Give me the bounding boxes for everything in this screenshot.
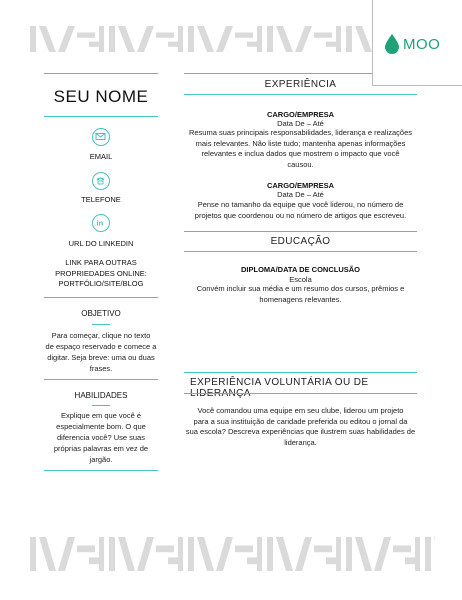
skills-line: próprias palavras em vez de — [53, 444, 149, 453]
pattern-shape — [39, 537, 56, 571]
page-title: SEU NOME — [53, 87, 149, 106]
experience-heading: EXPERIÊNCIA — [264, 79, 337, 90]
divider — [184, 393, 417, 394]
other-links-line: PROPRIEDADES ONLINE: — [55, 268, 147, 278]
education-line: Convém incluir sua média e um resumo dos cursos, prêmios e — [196, 284, 405, 293]
education-description — [184, 284, 417, 305]
skills-heading: HABILIDADES — [74, 391, 128, 400]
other-links-line: LINK PARA OUTRAS — [65, 258, 137, 267]
pattern-shape — [257, 537, 262, 571]
pattern-shape — [355, 537, 372, 571]
pattern-shape — [30, 537, 36, 571]
pattern-shape — [58, 537, 75, 571]
degree-title: DIPLOMA/DATA DE CONCLUSÃO — [240, 265, 361, 274]
job-description-line: projetos que coordenou ou no número de artigos que escreveu. — [194, 210, 407, 220]
divider — [44, 379, 158, 380]
job-dates: Data De – Até — [277, 119, 324, 128]
divider — [44, 297, 158, 298]
pattern-shape — [257, 26, 262, 52]
pattern-shape — [156, 33, 174, 38]
pattern-shape — [156, 546, 174, 553]
envelope-icon — [92, 128, 110, 146]
pattern-shape — [216, 537, 233, 571]
pattern-shape — [235, 33, 253, 38]
objective-line: Para começar, clique no texto — [51, 331, 151, 340]
pattern-shape — [276, 537, 293, 571]
divider — [44, 73, 158, 74]
job-description-line: causou. — [287, 159, 314, 169]
pattern-shape — [109, 537, 115, 571]
pattern-shape — [58, 26, 75, 52]
pattern-shape — [137, 537, 154, 571]
pattern-shape — [77, 33, 95, 38]
school-name: Escola — [289, 275, 312, 284]
pattern-shape — [276, 26, 293, 52]
objective-heading: OBJETIVO — [81, 309, 121, 318]
pattern-shape — [425, 537, 431, 571]
pattern-shape — [336, 26, 341, 52]
svg-text:in: in — [96, 218, 104, 228]
pattern-shape — [77, 546, 95, 553]
bottom-pattern-band — [30, 537, 435, 571]
objective-line: de espaço reservado e comece a — [45, 342, 157, 351]
volunteer-line: para a sua instituição de caridade preferida ou editou o jornal da — [193, 416, 408, 426]
moo-logo — [372, 0, 462, 86]
pattern-shape — [137, 26, 154, 52]
linkedin-icon — [92, 214, 110, 232]
pattern-shape — [415, 537, 420, 571]
pattern-shape — [188, 26, 194, 52]
job-description-line: Pense no tamanho da equipe que você liderou, no número de — [197, 200, 404, 209]
pattern-shape — [178, 537, 183, 571]
logo-text: MOO — [403, 36, 441, 53]
pattern-shape — [118, 537, 135, 571]
pattern-shape — [346, 26, 352, 52]
short-divider — [92, 324, 110, 325]
pattern-shape — [30, 26, 36, 52]
pattern-shape — [295, 537, 312, 571]
drop-icon — [385, 34, 399, 54]
job-description-line: relevantes e inclua dados que mostrem o impacto que você — [201, 149, 400, 158]
pattern-shape — [434, 537, 435, 571]
pattern-shape — [267, 26, 273, 52]
pattern-shape — [99, 537, 104, 571]
divider — [184, 73, 372, 74]
skills-line: jargão. — [89, 455, 113, 464]
pattern-shape — [314, 33, 332, 38]
pattern-shape — [197, 26, 214, 52]
email-label: EMAIL — [89, 152, 113, 161]
pattern-shape — [188, 537, 194, 571]
pattern-shape — [336, 537, 341, 571]
pattern-shape — [393, 546, 411, 553]
pattern-shape — [374, 537, 391, 571]
skills-line: Explique em que você é — [60, 411, 142, 420]
skills-line: diferencia você? Use suas — [57, 433, 145, 442]
job-title: CARGO/EMPRESA — [266, 181, 335, 190]
job-description-line: mais relevantes. Não liste tudo; mantenha apenas informações — [195, 138, 406, 148]
pattern-shape — [295, 26, 312, 52]
divider — [44, 470, 158, 471]
skills-line: especialmente bom. O que — [56, 422, 146, 431]
volunteer-heading: EXPERIÊNCIA VOLUNTÁRIA OU DE — [190, 377, 369, 388]
pattern-shape — [216, 26, 233, 52]
job-description — [184, 200, 417, 221]
pattern-shape — [197, 537, 214, 571]
education-line: homenagens relevantes. — [259, 294, 342, 304]
volunteer-line: Você comandou uma equipe em seu clube, liderou um projeto — [197, 406, 404, 415]
pattern-shape — [346, 537, 352, 571]
short-divider — [92, 405, 110, 406]
job-description — [184, 128, 417, 170]
pattern-shape — [39, 26, 56, 52]
objective-line: frases. — [89, 364, 113, 373]
job-description-line: Resuma suas principais responsabilidades, liderança e realizações — [188, 128, 413, 137]
linkedin-label: URL DO LINKEDIN — [68, 239, 134, 248]
divider — [184, 251, 417, 252]
pattern-shape — [109, 26, 115, 52]
job-title: CARGO/EMPRESA — [266, 110, 335, 119]
other-links-label — [44, 258, 158, 290]
divider — [184, 372, 417, 373]
divider — [184, 94, 417, 95]
pattern-shape — [99, 26, 104, 52]
pattern-shape — [118, 26, 135, 52]
education-heading: EDUCAÇÃO — [270, 236, 331, 247]
phone-label: TELEFONE — [81, 195, 121, 204]
pattern-shape — [235, 546, 253, 553]
pattern-shape — [314, 546, 332, 553]
objective-line: digitar. Seja breve: uma ou duas — [47, 353, 155, 362]
pattern-shape — [178, 26, 183, 52]
volunteer-line: sua escola? Descreva experiências que ilustrem suas habilidades de — [185, 427, 416, 436]
skills-text — [44, 410, 158, 465]
divider — [44, 116, 158, 117]
phone-icon — [92, 172, 110, 190]
volunteer-description — [184, 406, 417, 448]
pattern-shape — [355, 26, 372, 52]
job-dates: Data De – Até — [277, 190, 324, 199]
objective-text — [44, 330, 158, 374]
pattern-shape — [267, 537, 273, 571]
divider — [184, 231, 417, 232]
volunteer-line: liderança. — [284, 437, 317, 447]
other-links-line: PORTFÓLIO/SITE/BLOG — [58, 279, 144, 288]
